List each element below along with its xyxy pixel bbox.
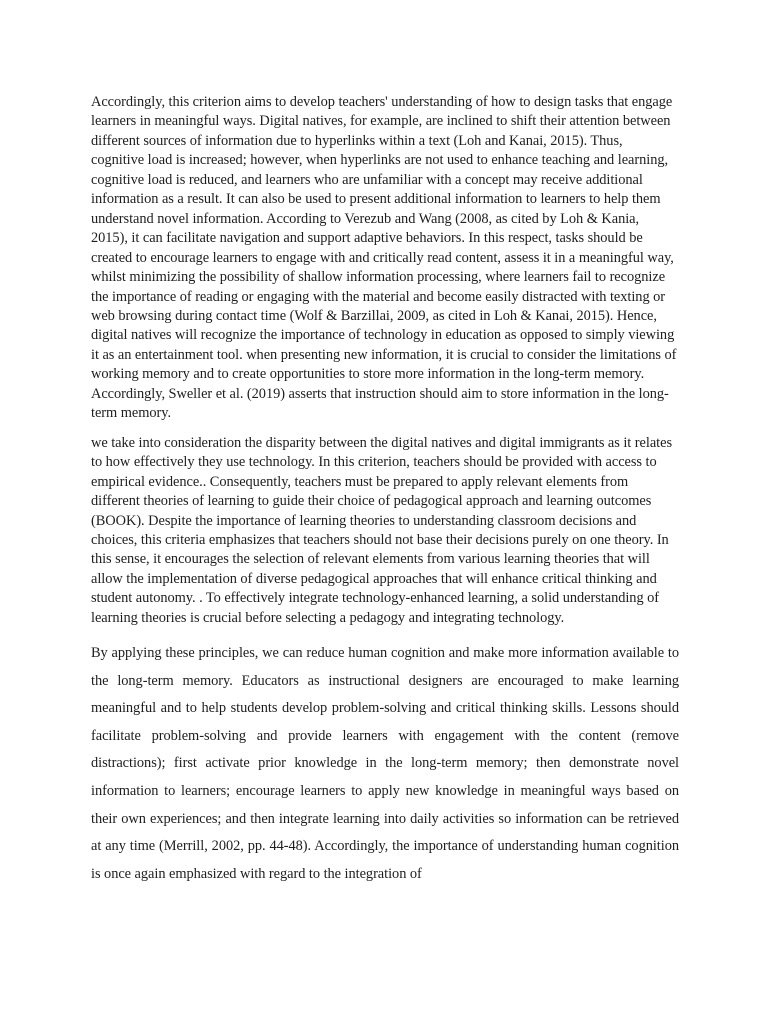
- paragraph-2: we take into consideration the disparity between the digital natives and digital immigrants as it relates to how effectively they use technology. In this criterion, teachers should be provided with access to empirical evidence.. Consequently, teachers must be prepared to apply relevant elements from different theories of learning to guide their choice of pedagogical approach and learning outcomes (BOOK). Despite the importance of learning theories to understanding classroom decisions and choices, this criteria emphasizes that teachers should not base their decisions purely on one theory. In this sense, it encourages the selection of relevant elements from various learning theories that will allow the implementation of diverse pedagogical approaches that will enhance critical thinking and student autonomy. . To effectively integrate technology-enhanced learning, a solid understanding of learning theories is crucial before selecting a pedagogy and integrating technology.: [91, 434, 673, 626]
- document-page: [91, 93, 679, 888]
- paragraph-3: By applying these principles, we can reduce human cognition and make more information available to the long-term memory. Educators as instructional designers are encouraged to make learning meaningful and to help students develop problem-solving and critical thinking skills. Lessons should facilitate problem-solving and provide learners with engagement with the content (remove distractions); first activate prior knowledge in the long-term memory; then demonstrate novel information to learners; encourage learners to apply new knowledge in meaningful ways based on their own experiences; and then integrate learning into daily activities so information can be retrieved at any time (Merrill, 2002, pp. 44-48). Accordingly, the importance of understanding human cognition is once again emphasized with regard to the integration of: [91, 645, 679, 882]
- paragraph-1: Accordingly, this criterion aims to develop teachers' understanding of how to design tasks that engage learners in meaningful ways. Digital natives, for example, are inclined to shift their attention between different sources of information due to hyperlinks within a text (Loh and Kanai, 2015). Thus, cognitive load is increased; however, when hyperlinks are not used to enhance teaching and learning, cognitive load is reduced, and learners who are unfamiliar with a concept may receive additional information as a result. It can also be used to present additional information to learners to help them understand novel information. According to Verezub and Wang (2008, as cited by Loh & Kania, 2015), it can facilitate navigation and support adaptive behaviors. In this respect, tasks should be created to encourage learners to engage with and critically read content, assess it in a meaningful way, whilst minimizing the possibility of shallow information processing, where learners fail to recognize the importance of reading or engaging with the material and become easily distracted with texting or web browsing during contact time (Wolf & Barzillai, 2009, as cited in Loh & Kanai, 2015). Hence, digital natives will recognize the importance of technology in education as opposed to simply viewing it as an entertainment tool. when presenting new information, it is crucial to consider the limitations of working memory and to create opportunities to store more information in the long-term memory. Accordingly, Sweller et al. (2019) asserts that instruction should aim to store information in the long-term memory.: [91, 94, 677, 422]
